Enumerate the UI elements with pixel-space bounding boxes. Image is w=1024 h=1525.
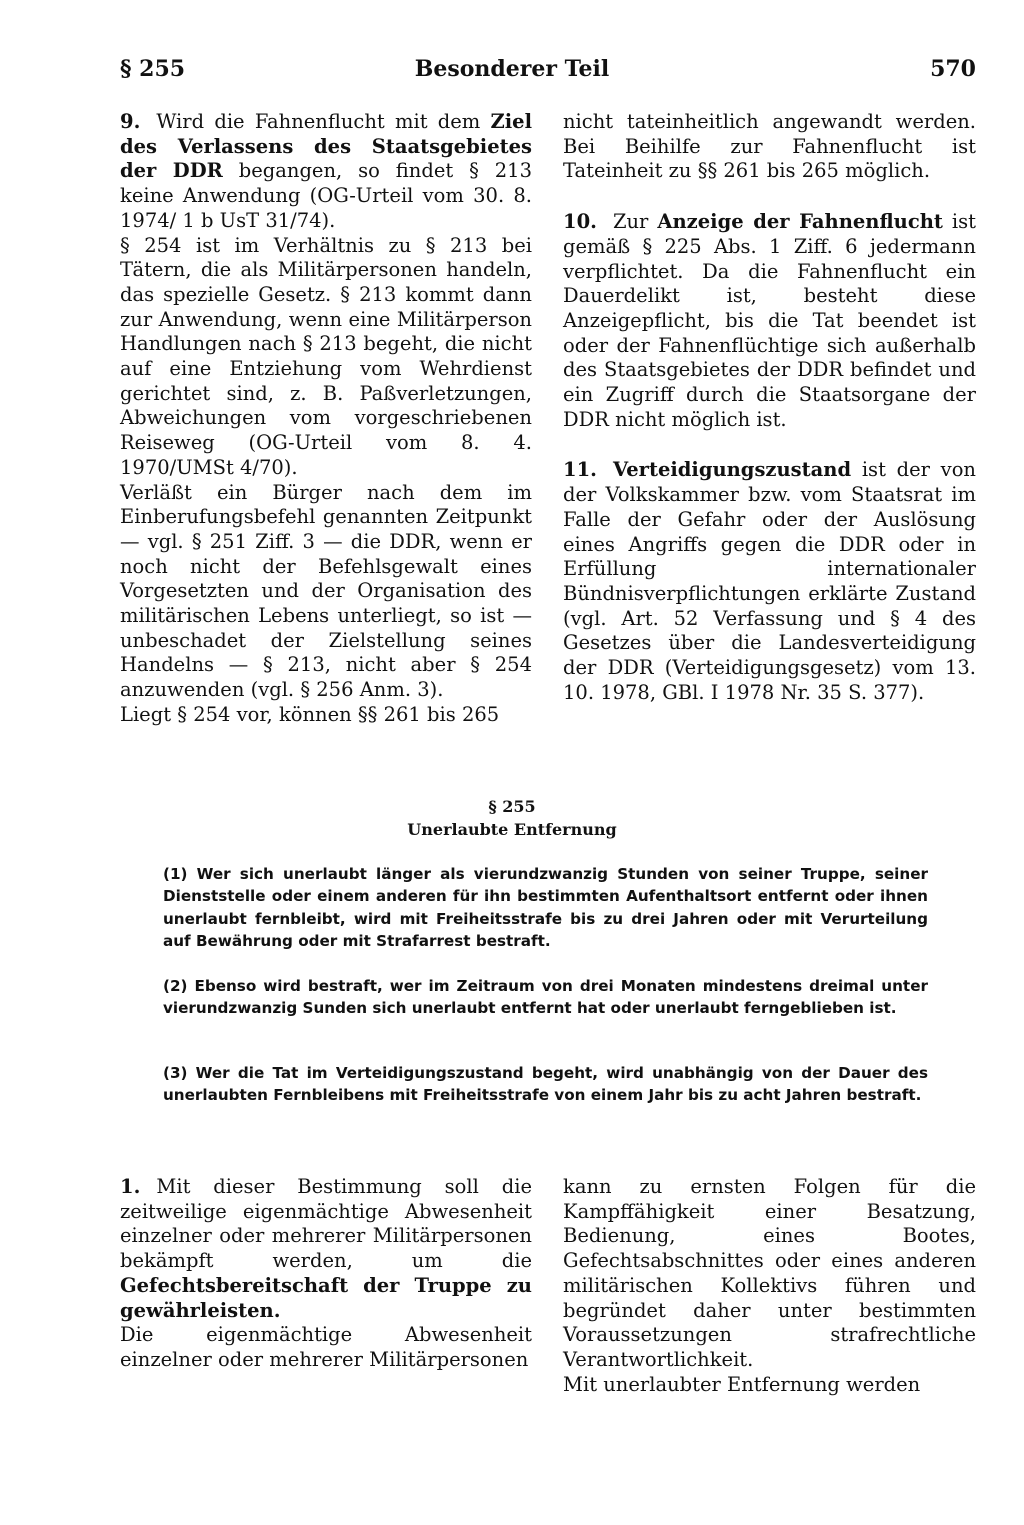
commentary-right-column (563, 110, 976, 705)
header-section-number: § 255 (120, 56, 186, 82)
commentary-paragraph-text: § 254 ist im Verhältnis zu § 213 bei Tätern, die als Militärpersonen handeln, das spezielle Gesetz. § 213 kommt dann zur Anwendung, wenn eine Militärperson Handlungen nach § 213 begeht, die nicht auf eine Entziehung vom Wehrdienst gerichtet sind, z. B. Paßverletzungen, Abweichungen vom vorgeschriebenen Reiseweg (OG-Urteil vom 8. 4. 1970/UMSt 4/70). (120, 233, 532, 479)
header-page-number: 570 (930, 56, 976, 82)
statute-title: Unerlaubte Entfernung (407, 820, 617, 839)
statute-paragraph-3: (3) Wer die Tat im Verteidigungszustand begeht, wird unabhängig von der Dauer des unerlaubten Fernbleibens mit Freiheitsstrafe von einem Jahr bis zu acht Jahren bestraft. (163, 1064, 928, 1105)
commentary-paragraph-text: Die eigenmächtige Abwesenheit einzelner oder mehrerer Militärpersonen (120, 1323, 532, 1371)
paragraph-number: 9. (120, 110, 141, 133)
commentary-paragraph-text: Liegt § 254 vor, können §§ 261 bis 265 (120, 702, 500, 726)
commentary-paragraph-11: 11. Verteidigungszustand ist der von der Volkskammer bzw. vom Staatsrat im Falle der Gefahr oder der Auslösung eines Angriffs gegen die DDR oder in Erfüllung internationaler Bündnisverpflichtungen erklärte Zustand (vgl. Art. 52 Verfassung und § 4 des Gesetzes über die Landesverteidigung der DDR (Verteidigungsgesetz) vom 13. 10. 1978, GBl. I 1978 Nr. 35 S. 377). (563, 458, 976, 704)
commentary-paragraph-text: Verläßt ein Bürger nach dem im Einberufungsbefehl genannten Zeitpunkt — vgl. § 251 Ziff. 3 — die DDR, wenn er noch nicht der Befehlsgewalt eines Vorgesetzten und der Organisation des militärischen Lebens unterliegt, so ist — unbeschadet der Zielstellung seines Handelns — § 213, nicht aber § 254 anzuwenden (vgl. § 256 Anm. 3). (120, 480, 532, 702)
header-part-title: Besonderer Teil (414, 56, 610, 82)
statute-paragraph-1: (1) Wer sich unerlaubt länger als vierundzwanzig Stunden von seiner Truppe, seiner Dienststelle oder einem anderen für ihn bestimmten Aufenthaltsort entfernt oder ihnen unerlaubt fernbleibt, wird mit Freiheitsstrafe bis zu drei Jahren oder mit Verurteilung auf Bewährung oder mit Strafarrest bestraft. (163, 865, 928, 951)
commentary-bottom-right (563, 1175, 976, 1397)
statute-section-number: § 255 (488, 797, 536, 816)
commentary-paragraph-9: 9. Wird die Fahnenflucht mit dem Ziel des Verlassens des Staatsgebietes der DDR begangen, so findet § 213 keine Anwendung (OG-Urteil vom 30. 8. 1974/ 1 b UsT 31/74). (120, 110, 532, 232)
commentary-continuation: nicht tateinheitlich angewandt werden. Bei Beihilfe zur Fahnenflucht ist Tateinheit zu §§ 261 bis 265 möglich. (563, 110, 976, 183)
commentary-bottom-left (120, 1175, 532, 1373)
commentary-paragraph-10: 10. Zur Anzeige der Fahnenflucht ist gemäß § 225 Abs. 1 Ziff. 6 jedermann verpflichtet. Da die Fahnenflucht ein Dauerdelikt ist, besteht diese Anzeigepflicht, bis die Tat beendet ist oder der Fahnenflüchtige sich außerhalb des Staatsgebietes der DDR befindet und ein Zugriff durch die Staatsorgane der DDR nicht möglich ist. (563, 210, 976, 431)
commentary-continuation: kann zu ernsten Folgen für die Kampffähigkeit einer Besatzung, Bedienung, eines Bootes, Gefechtsabschnittes oder eines anderen militärischen Kollektivs führen und begründet daher unter bestimmten Voraussetzungen strafrechtliche Verantwortlichkeit. (563, 1175, 976, 1371)
commentary-paragraph-1: 1. Mit dieser Bestimmung soll die zeitweilige eigenmächtige Abwesenheit einzelner oder mehrerer Militärpersonen bekämpft werden, um die Gefechtsbereitschaft der Truppe zu gewährleisten. (120, 1175, 532, 1322)
statute-paragraph-2: (2) Ebenso wird bestraft, wer im Zeitraum von drei Monaten mindestens dreimal unter vierundzwanzig Sunden sich unerlaubt entfernt hat oder unerlaubt ferngeblieben ist. (163, 977, 928, 1018)
commentary-paragraph-text: Mit unerlaubter Entfernung werden (563, 1372, 921, 1396)
bold-term: Ziel des Verlassens des Staatsgebietes der DDR (120, 110, 532, 183)
commentary-left-column (120, 110, 532, 728)
